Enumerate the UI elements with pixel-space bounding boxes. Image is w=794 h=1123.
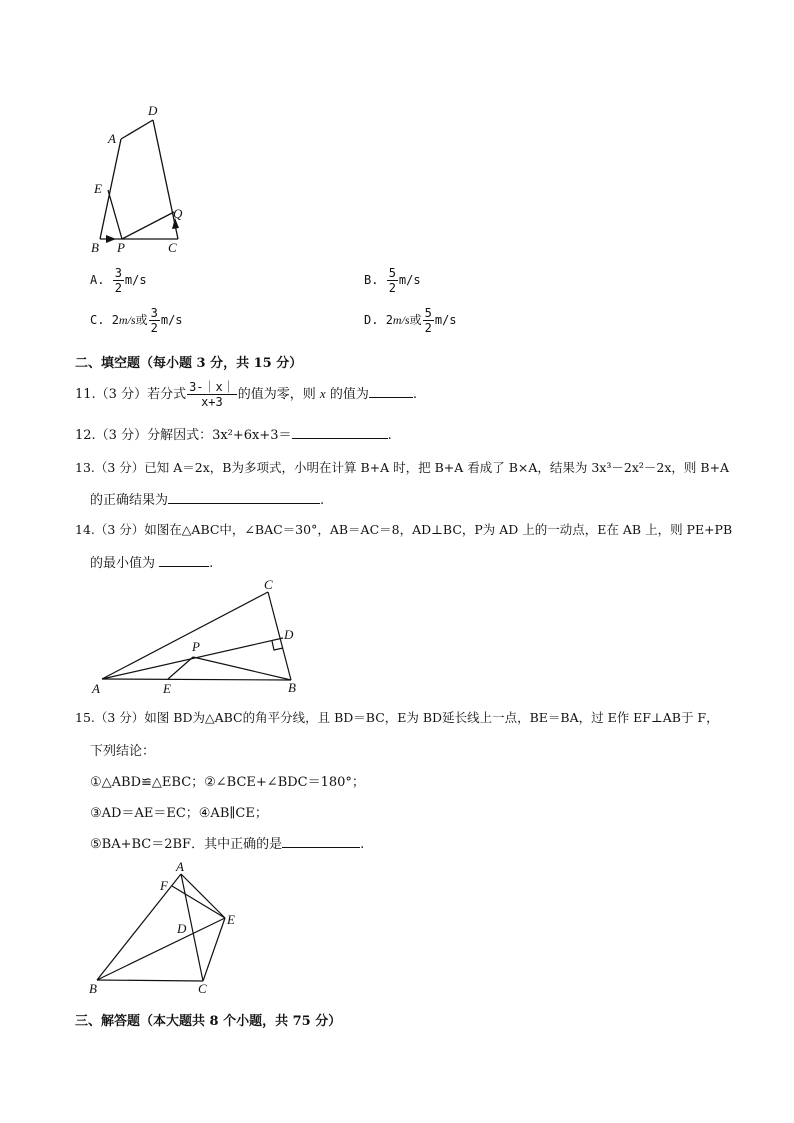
fig10-label-p: P bbox=[117, 240, 125, 255]
figure-q10 bbox=[80, 98, 200, 258]
question-15-line-1: 15.（3 分）如图 BD为△ABC的角平分线，且 BD＝BC，E为 BD延长线上一点，BE＝BA，过 E作 EF⊥AB于 F， bbox=[75, 710, 719, 725]
fig10-label-q: Q bbox=[173, 206, 183, 221]
answer-blank-11[interactable] bbox=[369, 385, 413, 398]
section-2-heading: 二、填空题（每小题 3 分，共 15 分） bbox=[75, 356, 303, 371]
fig10-label-d: D bbox=[148, 103, 158, 118]
fig15-label-d: D bbox=[177, 921, 187, 936]
section-3-heading: 三、解答题（本大题共 8 个小题，共 75 分） bbox=[75, 1014, 342, 1029]
fig15-label-a: A bbox=[176, 859, 184, 874]
q10-option-c: C. 2m/s或 $\frac{3}{2}$ m/s bbox=[90, 306, 183, 335]
figure-q14 bbox=[88, 575, 308, 700]
fig14-label-d: D bbox=[284, 627, 294, 642]
question-12: 12.（3 分）分解因式：3x²+6x+3＝ . bbox=[75, 428, 392, 443]
fig10-label-e: E bbox=[94, 181, 102, 196]
question-14-line-1: 14.（3 分）如图在△ABC中，∠BAC＝30°，AB＝AC＝8，AD⊥BC，P为 AD 上的一动点，E在 AB 上，则 PE+PB bbox=[75, 522, 733, 537]
fig10-label-a: A bbox=[108, 131, 116, 146]
q10-option-b: B. $\frac{5}{2}$ m/s bbox=[364, 266, 421, 295]
question-13-line-2: 的正确结果为 . bbox=[90, 493, 325, 508]
q10-option-d: D. 2m/s或 $\frac{5}{2}$ m/s bbox=[364, 306, 457, 335]
question-14-line-2: 的最小值为 . bbox=[90, 556, 214, 571]
fig15-label-f: F bbox=[160, 878, 168, 893]
answer-blank-14[interactable] bbox=[159, 554, 209, 567]
fig15-label-c: C bbox=[198, 981, 207, 996]
answer-blank-15[interactable] bbox=[282, 835, 360, 848]
answer-blank-12[interactable] bbox=[292, 426, 388, 439]
fig14-label-e: E bbox=[163, 681, 171, 696]
fig15-label-b: B bbox=[89, 981, 97, 996]
question-15-line-3: ①△ABD≌△EBC；②∠BCE+∠BDC＝180°； bbox=[90, 775, 365, 790]
fig15-label-e: E bbox=[227, 912, 235, 927]
figure-q15 bbox=[85, 858, 245, 1000]
fig14-label-a: A bbox=[92, 681, 100, 696]
q10-option-a: A. $\frac{3}{2}$ m/s bbox=[90, 266, 147, 295]
fig14-label-p: P bbox=[192, 639, 200, 654]
answer-blank-13[interactable] bbox=[168, 491, 320, 504]
question-13-line-1: 13.（3 分）已知 A＝2x，B为多项式，小明在计算 B+A 时，把 B+A 看成了 B×A，结果为 3x³－2x²－2x，则 B+A bbox=[75, 460, 730, 475]
question-11: 11.（3 分）若分式 $\frac{3-|x|}{x+3}$ 的值为零，则 x 的值为 . bbox=[75, 380, 417, 409]
fig14-label-c: C bbox=[264, 577, 273, 592]
question-15-line-2: 下列结论： bbox=[90, 744, 156, 759]
question-15-line-4: ③AD＝AE＝EC；④AB∥CE； bbox=[90, 806, 268, 821]
fig10-label-c: C bbox=[168, 240, 177, 255]
fig14-label-b: B bbox=[288, 680, 296, 695]
fig10-label-b: B bbox=[91, 240, 99, 255]
question-15-line-5: ⑤BA+BC＝2BF．其中正确的是 . bbox=[90, 837, 365, 852]
